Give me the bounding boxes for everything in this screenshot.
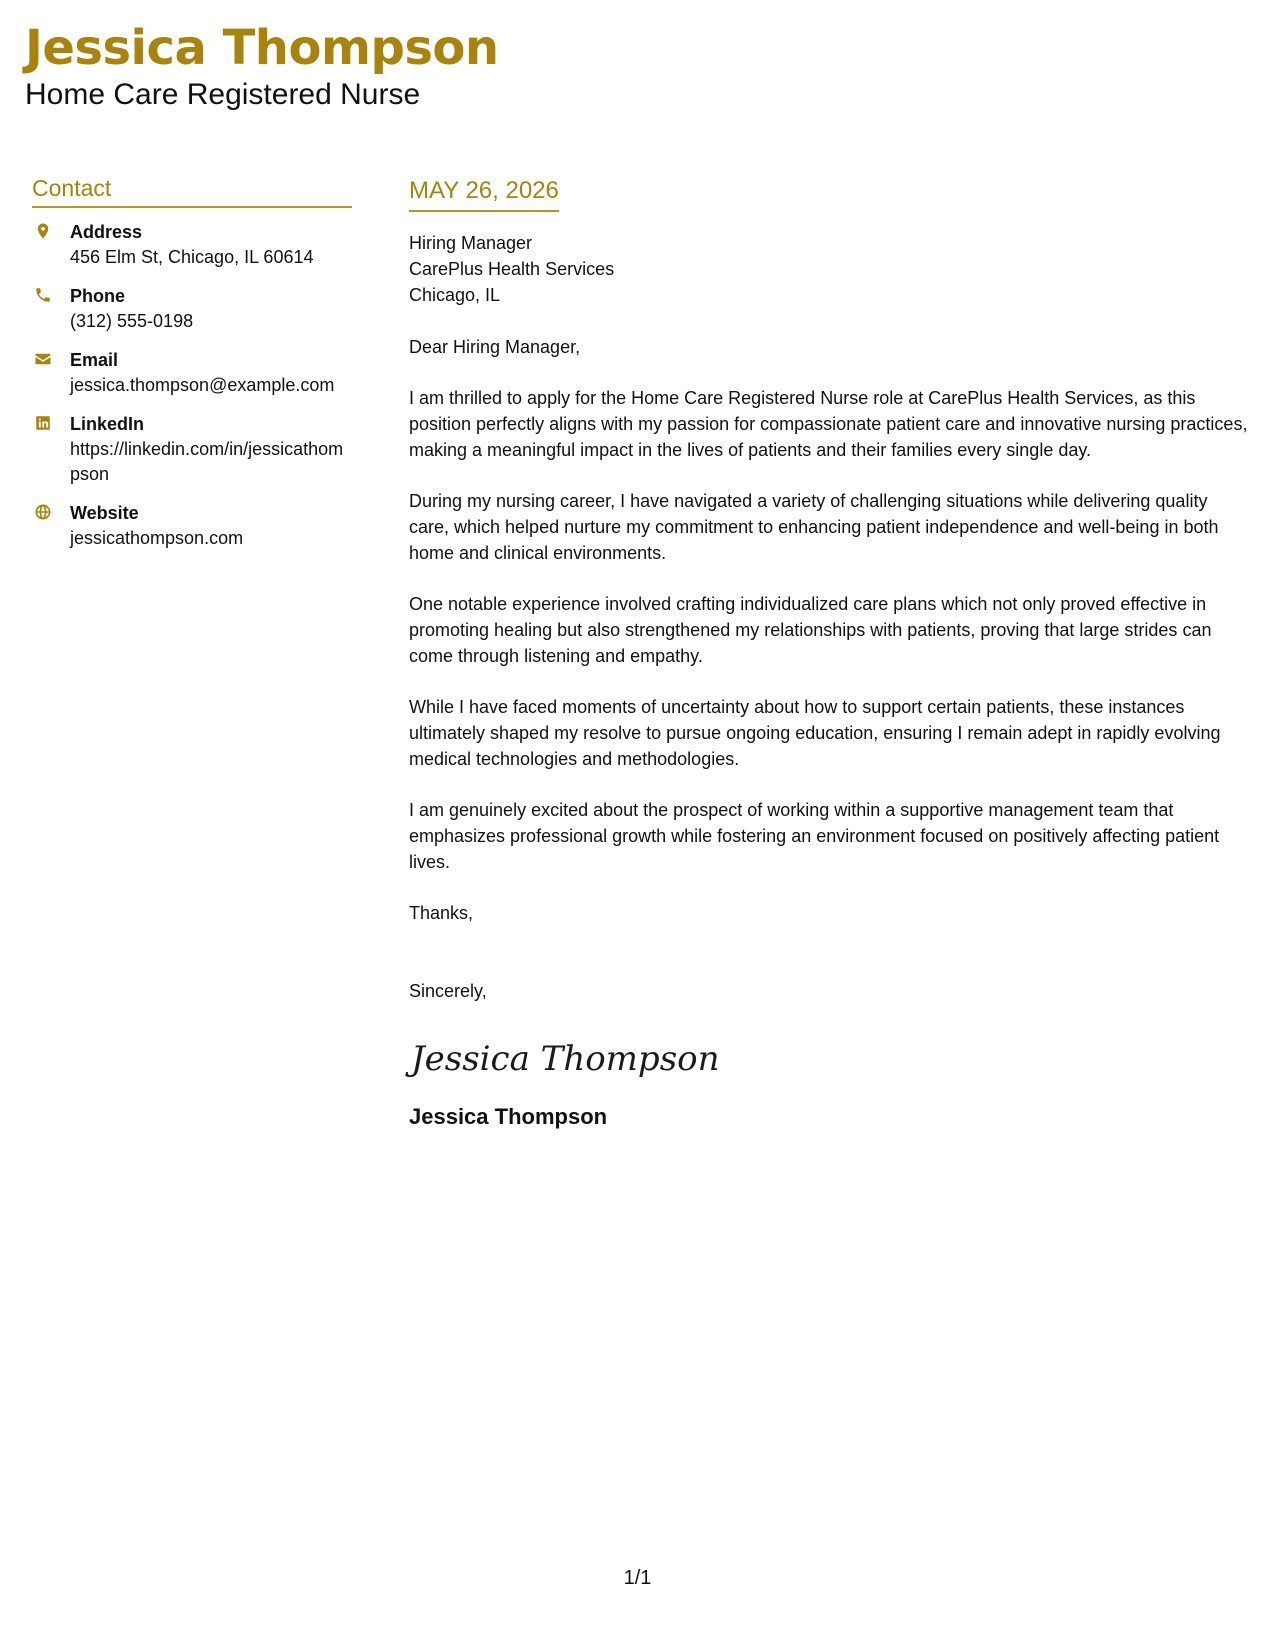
letter-paragraph: One notable experience involved crafting individualized care plans which not only proved effective in promoting healing but also strengthened my relationships with patients, proving that large strides can come through listening and empathy. (409, 594, 1212, 666)
contact-value: (312) 555-0198 (70, 311, 194, 331)
contact-label: Website (70, 503, 139, 523)
contact-value: 456 Elm St, Chicago, IL 60614 (70, 247, 314, 267)
contact-label: LinkedIn (70, 414, 145, 434)
contact-value[interactable]: https://linkedin.com/in/jessicathompson (70, 439, 344, 484)
letter-paragraph: I am thrilled to apply for the Home Care Registered Nurse role at CarePlus Health Services, as this position perfectly aligns with my passion for compassionate patient care and innovative nursing practices, making a meaningful impact in the lives of patients and their families every single day. (409, 388, 1248, 460)
recipient-line: Chicago, IL (409, 285, 501, 305)
signature-glyphs: Jessica Thompson (411, 1039, 720, 1079)
envelope-icon (32, 348, 54, 370)
letter-date: MAY 26, 2026 (409, 177, 559, 212)
signed-name: Jessica Thompson (409, 1104, 608, 1129)
contact-heading: Contact (32, 175, 352, 208)
phone-icon (32, 284, 54, 306)
contact-label: Phone (70, 286, 126, 306)
contact-item-phone (32, 284, 352, 334)
recipient-line: Hiring Manager (409, 233, 533, 253)
contact-label: Address (70, 222, 143, 242)
map-marker-icon (32, 220, 54, 242)
page-number: 1/1 (623, 1567, 652, 1589)
contact-item-website (32, 501, 352, 551)
globe-icon (32, 501, 54, 523)
contact-item-address (32, 220, 352, 270)
recipient-block (409, 230, 1249, 308)
letter-paragraph: While I have faced moments of uncertainty about how to support certain patients, these instances ultimately shaped my resolve to pursue ongoing education, ensuring I remain adept in rapidly evolving medical technologies and methodologies. (409, 697, 1221, 769)
salutation: Dear Hiring Manager, (409, 337, 581, 357)
applicant-name: Jessica Thompson (25, 20, 499, 76)
contact-value[interactable]: jessica.thompson@example.com (70, 375, 335, 395)
letter-paragraph: During my nursing career, I have navigated a variety of challenging situations while delivering quality care, which helped nurture my commitment to enhancing patient independence and well-being in both home and clinical environments. (409, 491, 1219, 563)
recipient-line: CarePlus Health Services (409, 259, 615, 279)
thanks-line: Thanks, (409, 903, 474, 923)
contact-item-email (32, 348, 352, 398)
signature-image (409, 1030, 720, 1088)
letter-paragraph: I am genuinely excited about the prospect of working within a supportive management team that emphasizes professional growth while fostering an environment focused on positively affecting patient lives. (409, 800, 1220, 872)
contact-value[interactable]: jessicathompson.com (70, 528, 244, 548)
contact-item-linkedin (32, 412, 352, 487)
linkedin-icon (32, 412, 54, 434)
contact-label: Email (70, 350, 119, 370)
closing-line: Sincerely, (409, 981, 487, 1001)
applicant-title: Home Care Registered Nurse (25, 77, 421, 111)
letter-header (25, 22, 499, 113)
letter-body (409, 177, 1249, 1130)
handwritten-signature (409, 1030, 1249, 1088)
contact-sidebar (32, 175, 352, 565)
